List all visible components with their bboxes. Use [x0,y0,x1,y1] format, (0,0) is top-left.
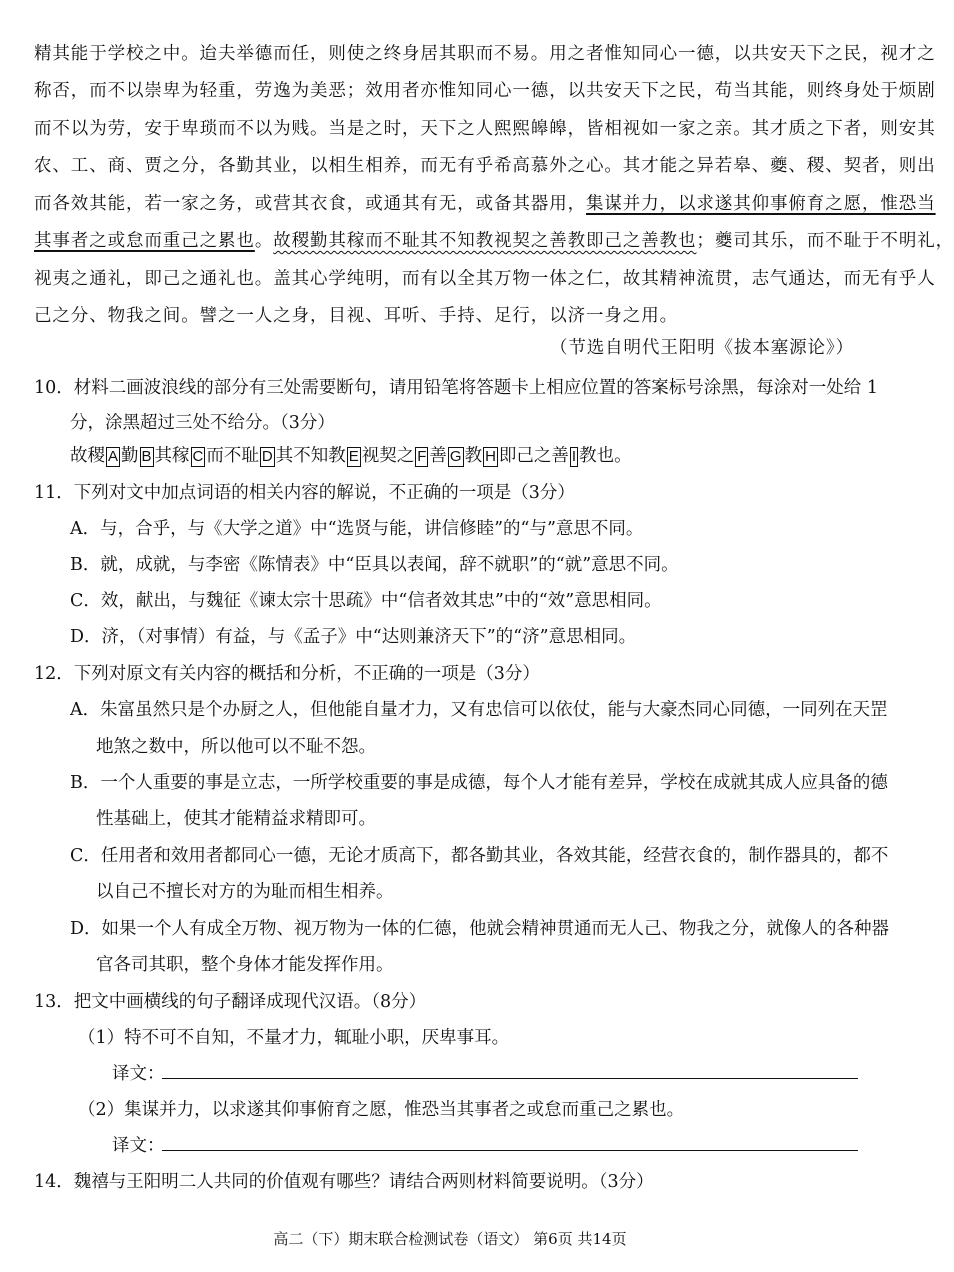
choice-d: D．济，（对事情）有益，与《孟子》中“达则兼济天下”的“济”意思相同。 [70,627,637,647]
break-mark-e: E [348,448,359,465]
sentence-1: （1）特不可不自知，不量才力，辄耻小职，厌卑事耳。 [78,1028,510,1048]
break-mark-d: D [261,448,273,465]
choice-c: C．任用者和效用者都同心一德，无论才质高下，都各勤其业，各效其能，经营衣食的，制作器具的，都不 [70,846,889,866]
break-mark-a: A [108,448,119,465]
break-mark-f: F [417,448,427,465]
break-mark-h: H [485,448,496,465]
passage-line: 称否，而不以崇卑为轻重，劳逸为美恶；效用者亦惟知同心一德，以共安天下之民，苟当其能，则终身处于烦剧 [34,81,936,101]
break-mark-b: B [141,448,152,465]
wavy-underlined-sentence: 故稷勤其稼而不耻其不知教视契之善教即己之善教也 [273,231,697,251]
translation-label: 译文： [112,1064,165,1084]
choice-a: A．朱富虽然只是个办厨之人，但他能自量才力，又有忠信可以依仗，能与大豪杰同心同德，一同列在天罡 [70,700,888,720]
choice-a: A．与，合乎，与《大学之道》中“选贤与能，讲信修睦”的“与”意思不同。 [70,519,644,539]
choice-a-cont: 地煞之数中，所以他可以不耻不怨。 [96,737,376,757]
page-footer: 高二（下）期末联合检测试卷（语文） 第6页 共14页 [273,1230,627,1248]
break-mark-c: C [192,448,204,465]
choice-b: B．一个人重要的事是立志，一所学校重要的事是成德，每个人才能有差异，学校在成就其成人应具备的德 [70,773,888,793]
choice-b: B．就，成就，与李密《陈情表》中“臣具以表闻，辞不就职”的“就”意思不同。 [70,555,679,575]
underlined-sentence: 其事者之或怠而重己之累也 [34,231,255,251]
answer-line-2[interactable] [162,1150,858,1151]
passage-text: 而各效其能，若一家之务，或营其衣食，或通其有无，或备其器用， [34,194,586,214]
choice-c-cont: 以自己不擅长对方的为耻而相生相养。 [96,882,394,902]
passage-line: 精其能于学校之中。迨夫举德而任，则使之终身居其职而不易。用之者惟知同心一德，以共安天下之民，视才之 [34,44,936,64]
passage-line [34,229,954,253]
option-text: 勤 [121,446,139,466]
question-stem: 12．下列对原文有关内容的概括和分析，不正确的一项是（3分） [34,664,540,684]
break-mark-i: I [571,448,577,465]
option-text: 而不耻 [206,446,259,466]
choice-d: D．如果一个人有成全万物、视万物为一体的仁德，他就会精神贯通而无人己、物我之分，就像人的各种器 [70,919,890,939]
option-text: 其稼 [154,446,190,466]
question-stem-cont: 分，涂黑超过三处不给分。（3分） [70,413,335,433]
passage-line [34,192,936,216]
choice-b-cont: 性基础上，使其才能精益求精即可。 [96,809,376,829]
option-text: 视契之 [361,446,415,466]
passage-line: 农、工、商、贾之分，各勤其业，以相生相养，而无有乎希高慕外之心。其才能之异若皋、夔、稷、契者，则出 [34,156,936,176]
passage-text: 。 [254,231,274,251]
option-text: 其不知教 [275,446,346,466]
option-text: 教 [464,446,483,466]
passage-line: 己之分、物我之间。譬之一人之身，目视、耳听、手持、足行，以济一身之用。 [34,306,678,326]
option-text: 善 [429,446,447,466]
choice-c: C．效，献出，与魏征《谏太宗十思疏》中“信者效其忠”中的“效”意思相同。 [70,591,662,611]
question-stem: 13．把文中画横线的句子翻译成现代汉语。（8分） [34,992,427,1012]
passage-source: （节选自明代王阳明《拔本塞源论》） [549,338,854,358]
passage-text: ；夔司其乐，而不耻于不明礼， [696,231,954,251]
passage-line: 而不以为劳，安于卑琐而不以为贱。当是之时，天下之人熙熙皞皞，皆相视如一家之亲。其才质之下者，则安其 [34,119,936,139]
passage-line: 视夷之通礼，即己之通礼也。盖其心学纯明，而有以全其万物一体之仁，故其精神流贯，志气通达，而无有乎人 [34,269,936,289]
option-text: 教也。 [579,446,632,466]
answer-line-1[interactable] [162,1078,858,1079]
question-stem: 11．下列对文中加点词语的相关内容的解说，不正确的一项是（3分） [34,483,575,503]
sentence-2: （2）集谋并力，以求遂其仰事俯育之愿，惟恐当其事者之或怠而重己之累也。 [78,1100,685,1120]
choice-d-cont: 官各司其职，整个身体才能发挥作用。 [96,955,394,975]
sentence-break-options [70,444,632,468]
question-stem: 14．魏禧与王阳明二人共同的价值观有哪些？请结合两则材料简要说明。（3分） [34,1172,654,1192]
translation-label: 译文： [112,1136,165,1156]
question-stem: 10．材料二画波浪线的部分有三处需要断句，请用铅笔将答题卡上相应位置的答案标号涂黑，每涂对一处给 1 [34,378,878,398]
option-text: 故稷 [70,446,105,466]
underlined-sentence: 集谋并力，以求遂其仰事俯育之愿，惟恐当 [586,194,936,214]
option-text: 即己之善 [498,446,569,466]
break-mark-g: G [449,448,462,465]
